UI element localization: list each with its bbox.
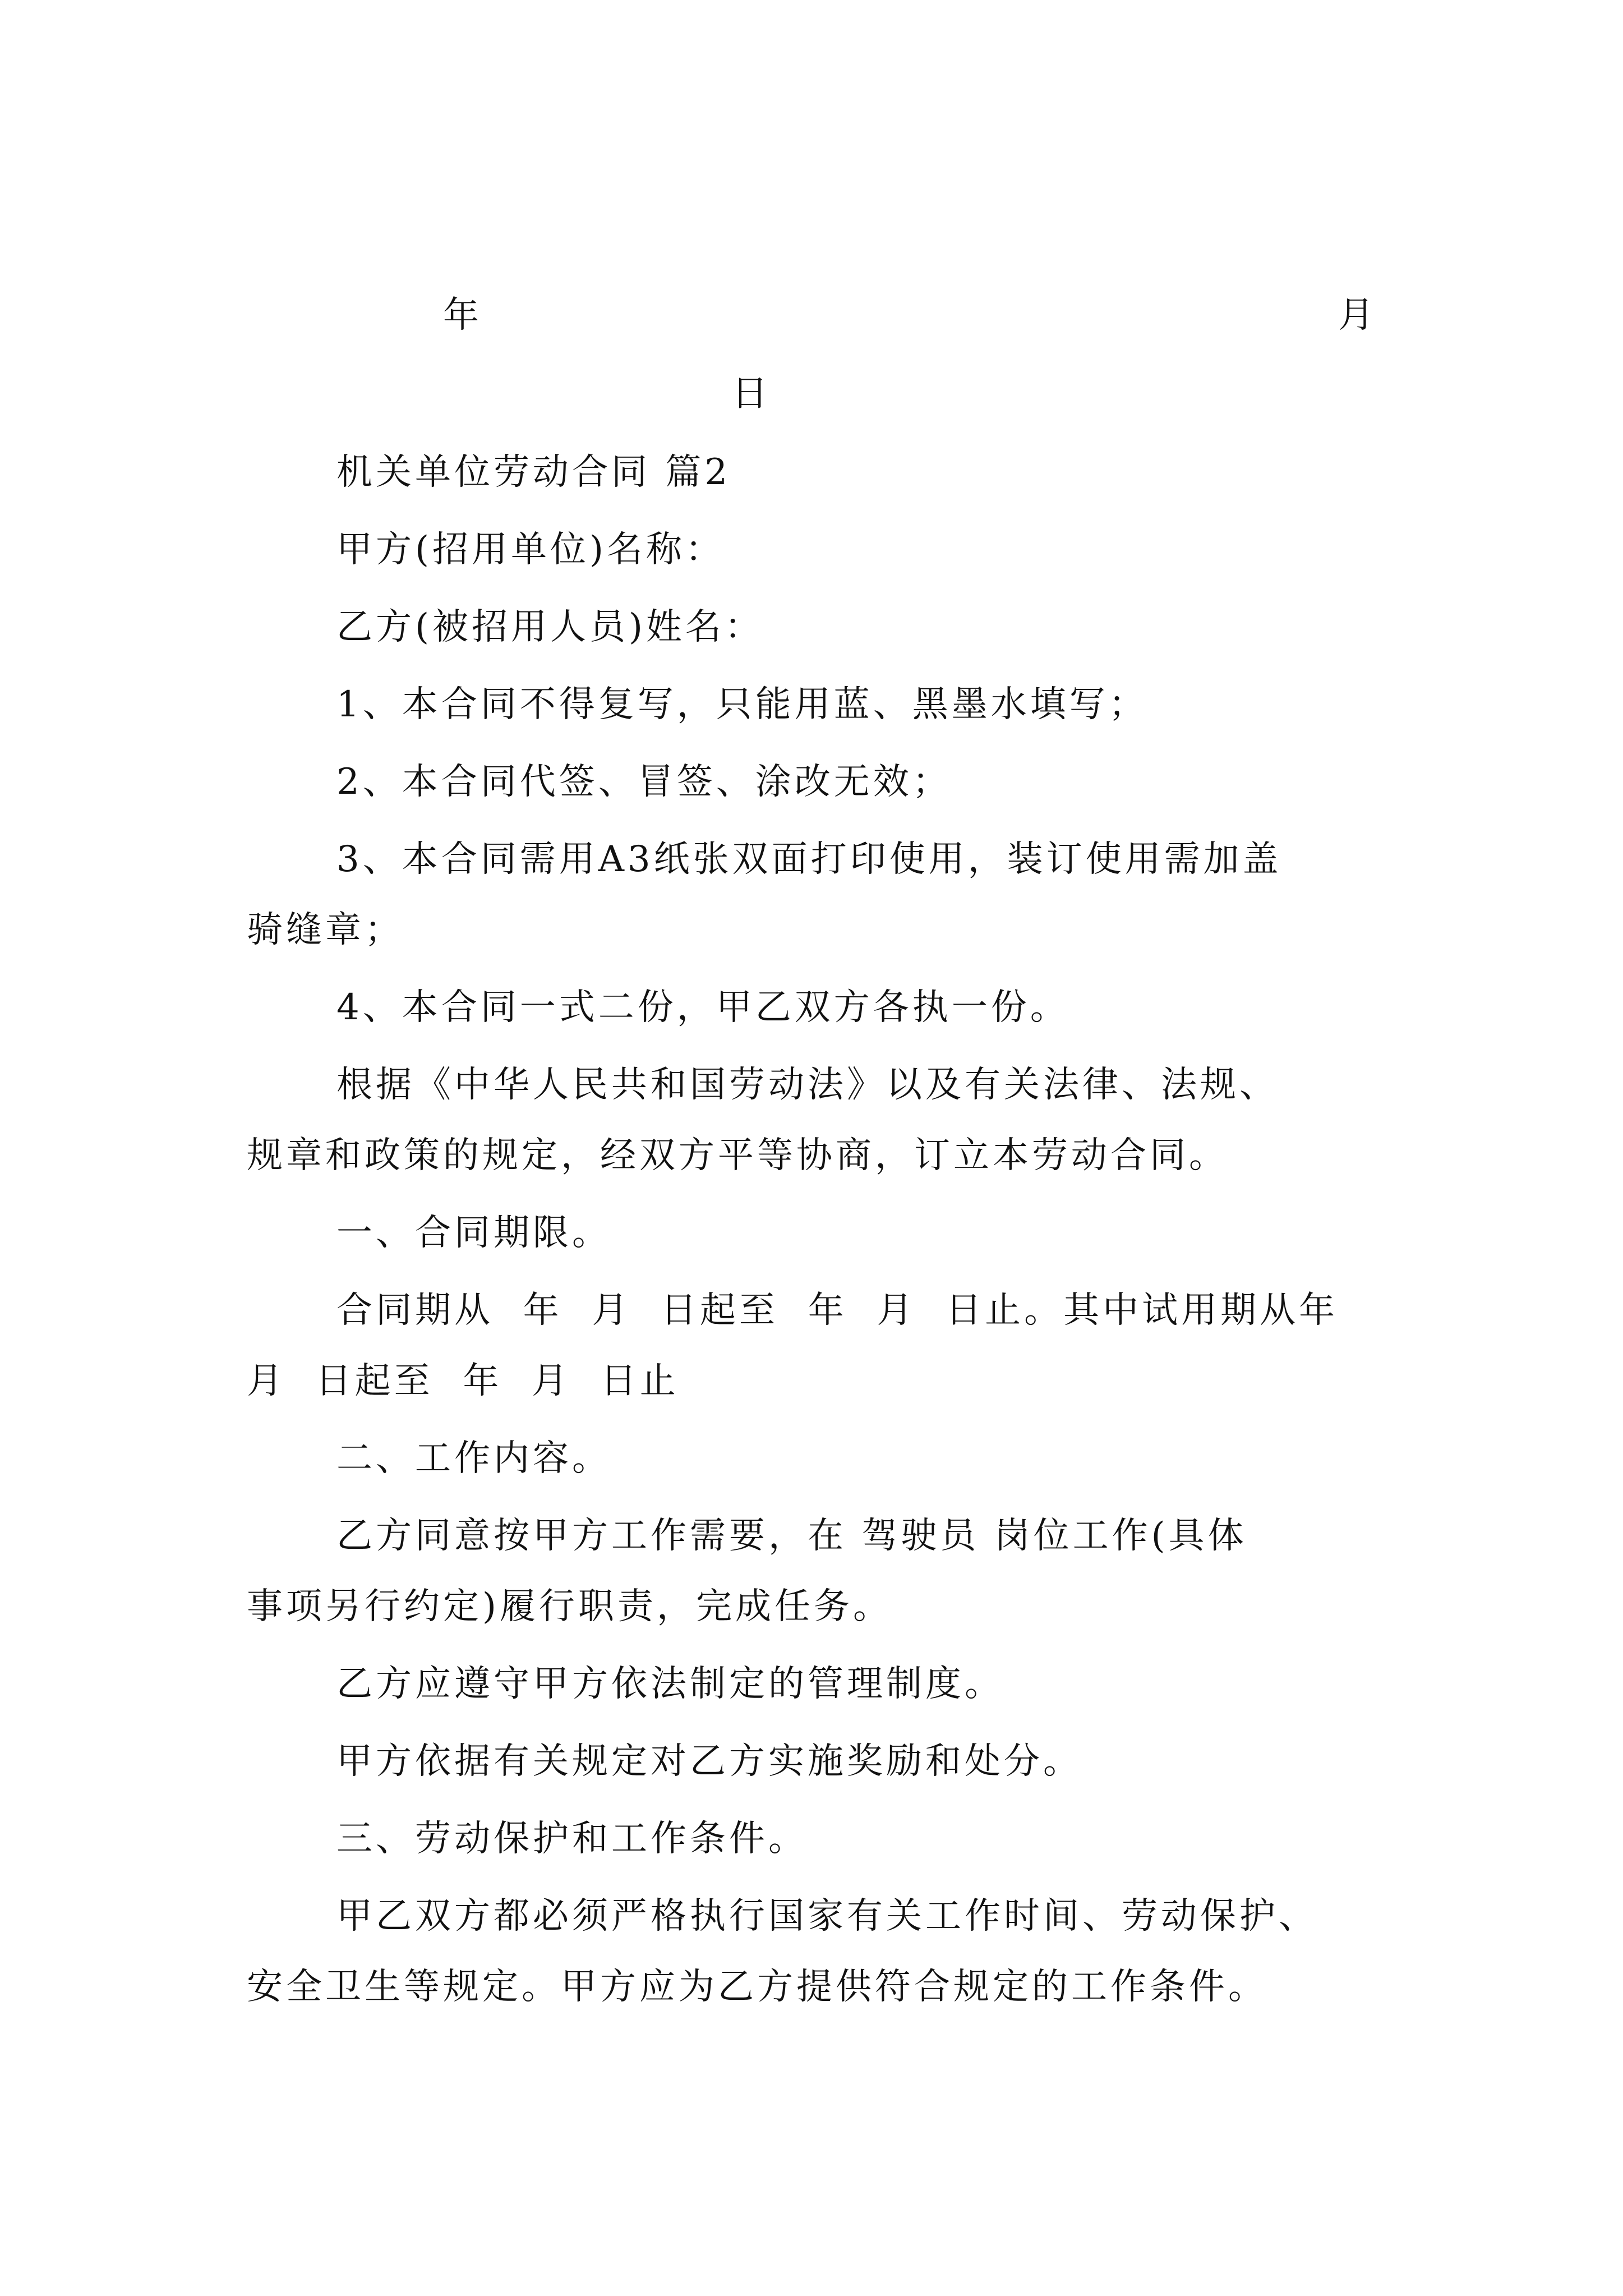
- job-content-paragraph-continued: 事项另行约定)履行职责，完成任务。: [247, 1586, 892, 1627]
- labor-protection-paragraph-continued: 安全卫生等规定。甲方应为乙方提供符合规定的工作条件。: [247, 1966, 1267, 2008]
- note-item-1: 1、本合同不得复写，只能用蓝、黑墨水填写；: [336, 684, 1148, 725]
- contract-term-paragraph-continued: 月 日起至 年 月 日止: [247, 1360, 679, 1402]
- rules-compliance-paragraph: 乙方应遵守甲方依法制定的管理制度。: [336, 1663, 1004, 1705]
- contract-title: 机关单位劳动合同 篇2: [336, 452, 731, 493]
- note-item-2: 2、本合同代签、冒签、涂改无效；: [336, 761, 952, 803]
- section-3-heading: 三、劳动保护和工作条件。: [336, 1818, 808, 1860]
- section-2-heading: 二、工作内容。: [336, 1438, 611, 1479]
- labor-protection-paragraph: 甲乙双方都必须严格执行国家有关工作时间、劳动保护、: [336, 1895, 1318, 1937]
- job-content-paragraph: 乙方同意按甲方工作需要，在 驾驶员 岗位工作(具体: [336, 1515, 1247, 1557]
- section-1-heading: 一、合同期限。: [336, 1212, 611, 1254]
- party-a-name-line: 甲方(招用单位)名称：: [336, 529, 725, 570]
- date-month-label: 月: [1338, 295, 1377, 336]
- note-item-3: 3、本合同需用A3纸张双面打印使用，装订使用需加盖: [336, 839, 1282, 880]
- date-day-label: 日: [732, 373, 771, 415]
- note-item-3-continued: 骑缝章；: [247, 909, 404, 951]
- date-year-label: 年: [443, 295, 482, 336]
- party-b-name-line: 乙方(被招用人员)姓名：: [336, 606, 764, 648]
- note-item-4: 4、本合同一式二份，甲乙双方各执一份。: [336, 987, 1069, 1028]
- contract-term-paragraph: 合同期从 年 月 日起至 年 月 日止。其中试用期从年: [336, 1290, 1339, 1331]
- basis-paragraph-continued: 规章和政策的规定，经双方平等协商，订立本劳动合同。: [247, 1135, 1228, 1176]
- basis-paragraph: 根据《中华人民共和国劳动法》以及有关法律、法规、: [336, 1064, 1279, 1106]
- rewards-penalties-paragraph: 甲方依据有关规定对乙方实施奖励和处分。: [336, 1741, 1082, 1782]
